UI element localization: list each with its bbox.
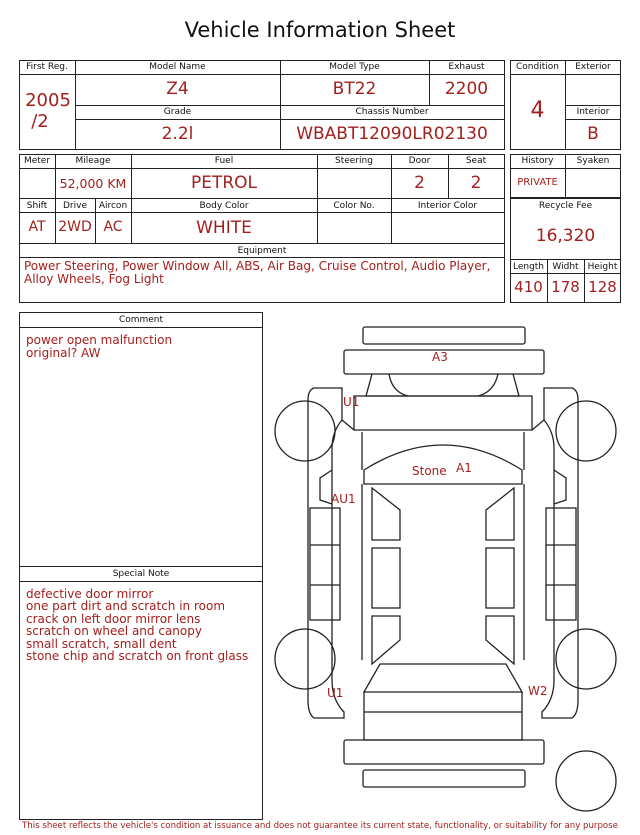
fuel-label: Fuel xyxy=(214,156,234,166)
history-value: PRIVATE xyxy=(517,177,558,188)
spare-wheel xyxy=(556,751,616,811)
aircon-label: Aircon xyxy=(98,201,128,211)
length-label: Length xyxy=(512,262,545,272)
interior-color-label: Interior Color xyxy=(417,201,478,211)
exhaust-label: Exhaust xyxy=(448,62,485,72)
left-side-panel xyxy=(308,388,344,718)
grade-value: 2.2l xyxy=(161,124,194,144)
first-reg-month: /2 xyxy=(31,111,49,132)
equipment-value: Power Steering, Power Window All, ABS, Air Bag, Cruise Control, Audio Player, Alloy Wheels, Fog Light xyxy=(24,259,491,286)
special-note-line: scratch on wheel and canopy xyxy=(26,624,202,638)
chassis-number-value: WBABT12090LR02130 xyxy=(296,124,488,144)
rear-left-wheel xyxy=(275,629,335,689)
aircon-value: AC xyxy=(103,219,123,235)
special-note-line: crack on left door mirror lens xyxy=(26,612,201,626)
condition-value: 4 xyxy=(530,98,545,123)
seat-value: 2 xyxy=(470,173,482,193)
damage-mark-stone: Stone xyxy=(412,464,447,478)
color-no-label: Color No. xyxy=(333,201,375,211)
right-side-panel xyxy=(542,388,578,718)
damage-mark-a3: A3 xyxy=(432,350,448,364)
grade-label: Grade xyxy=(163,107,192,117)
exhaust-value: 2200 xyxy=(444,79,489,99)
model-name-value: Z4 xyxy=(166,79,189,99)
comment-line: original? AW xyxy=(26,346,101,360)
meter-label: Meter xyxy=(23,156,51,166)
interior-value: B xyxy=(587,124,599,144)
rear-window xyxy=(364,664,522,692)
trunk xyxy=(364,692,522,740)
body-color-label: Body Color xyxy=(199,201,249,211)
special-note-label: Special Note xyxy=(112,569,170,579)
rear-bumper-bottom xyxy=(363,770,525,787)
rear-bumper xyxy=(344,740,544,764)
damage-mark-au1: AU1 xyxy=(331,492,356,506)
recycle-fee-label: Recycle Fee xyxy=(538,201,593,211)
fuel-value: PETROL xyxy=(190,173,258,193)
hood xyxy=(366,374,519,396)
body-color-value: WHITE xyxy=(196,218,252,238)
door-label: Door xyxy=(408,156,431,166)
width-label: Widht xyxy=(552,262,579,272)
drive-value: 2WD xyxy=(58,219,92,235)
model-name-label: Model Name xyxy=(149,62,206,72)
history-label: History xyxy=(521,156,554,166)
syaken-label: Syaken xyxy=(576,156,610,166)
height-label: Height xyxy=(587,262,618,272)
model-type-value: BT22 xyxy=(332,79,377,99)
door-value: 2 xyxy=(414,173,425,193)
rear-right-wheel xyxy=(556,629,616,689)
mileage-value: 52,000 KM xyxy=(59,176,127,191)
damage-mark-u1-front: U1 xyxy=(343,395,360,409)
length-value: 410 xyxy=(514,278,543,296)
chassis-number-label: Chassis Number xyxy=(355,107,429,117)
interior-label: Interior xyxy=(576,107,610,117)
special-note-line: one part dirt and scratch in room xyxy=(26,599,226,613)
comment-label: Comment xyxy=(118,315,164,325)
height-value: 128 xyxy=(588,278,617,296)
shift-value: AT xyxy=(28,219,46,235)
special-note-line: small scratch, small dent xyxy=(26,637,177,651)
sheet-title: Vehicle Information Sheet xyxy=(184,18,456,42)
special-note-line: defective door mirror xyxy=(26,587,154,601)
first-reg-year: 2005 xyxy=(25,90,71,111)
shift-label: Shift xyxy=(26,201,48,211)
equipment-label: Equipment xyxy=(237,246,287,256)
comment-line: power open malfunction xyxy=(26,333,173,347)
front-right-wheel xyxy=(556,401,616,461)
front-left-wheel xyxy=(275,401,335,461)
mileage-label: Mileage xyxy=(75,156,111,166)
condition-label: Condition xyxy=(516,62,559,72)
exterior-label: Exterior xyxy=(575,62,611,72)
first-reg-label: First Reg. xyxy=(26,62,68,72)
damage-mark-w2: W2 xyxy=(528,684,548,698)
recycle-fee-value: 16,320 xyxy=(535,226,596,246)
footer-disclaimer: This sheet reflects the vehicle's condition at issuance and does not guarantee its current state, functionality, or suitability for any purpose xyxy=(22,821,618,831)
drive-label: Drive xyxy=(63,201,87,211)
damage-mark-a1: A1 xyxy=(456,461,472,475)
special-note-line: stone chip and scratch on front glass xyxy=(26,649,249,663)
model-type-label: Model Type xyxy=(329,62,380,72)
width-value: 178 xyxy=(551,278,580,296)
steering-label: Steering xyxy=(335,156,373,166)
damage-mark-u1-rear: U1 xyxy=(327,686,344,700)
front-bumper-top xyxy=(363,327,525,344)
seat-label: Seat xyxy=(465,156,487,166)
